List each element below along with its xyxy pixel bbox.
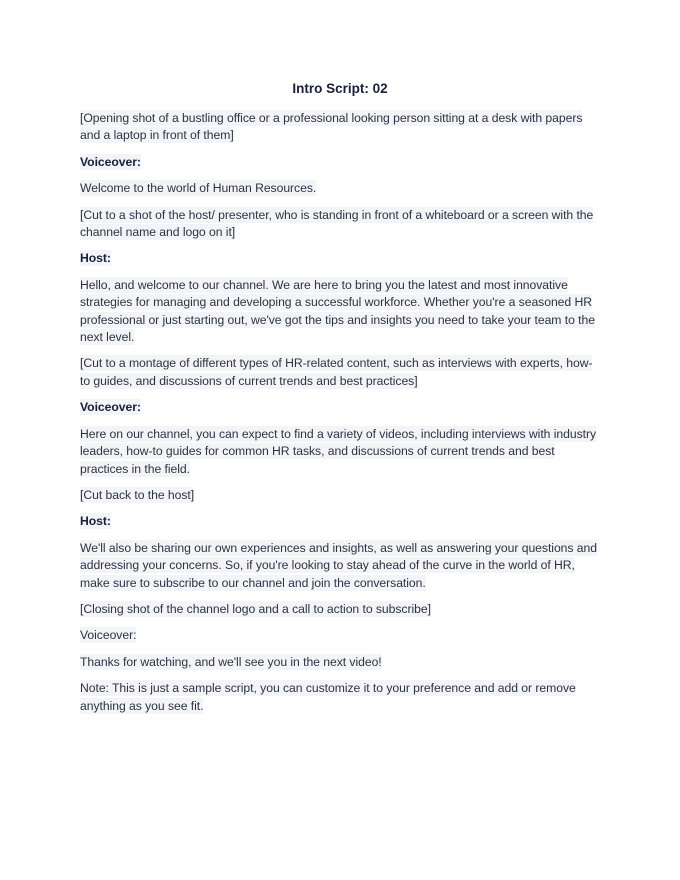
note: Note: This is just a sample script, you can customize it to your preference and add or remove anything as you see fit.	[80, 681, 576, 713]
speaker-label-host: Host:	[80, 514, 111, 529]
stage-direction-opening: [Opening shot of a bustling office or a professional looking person sitting at a desk with papers and a laptop in front of them]	[80, 111, 583, 143]
stage-direction-cut-back: [Cut back to the host]	[80, 487, 195, 502]
voiceover-line: Here on our channel, you can expect to find a variety of videos, including interviews with industry leaders, how-to guides for common HR tasks, and discussions of current trends and best practices in the field.	[80, 426, 597, 476]
host-line: We'll also be sharing our own experiences and insights, as well as answering your questions and addressing your concerns. So, if you're looking to stay ahead of the curve in the world of HR, make sure to subscribe to our channel and join the conversation.	[80, 540, 597, 590]
stage-direction-host-shot: [Cut to a shot of the host/ presenter, who is standing in front of a whiteboard or a screen with the channel name and logo on it]	[80, 207, 594, 240]
host-line: Hello, and welcome to our channel. We are here to bring you the latest and most innovative strategies for managing and developing a successful workforce. Whether you're a seasoned HR professional or just starting out, we've got the tips and insights you need to take your team to the next level.	[80, 277, 595, 345]
voiceover-line: Welcome to the world of Human Resources.	[80, 181, 317, 196]
speaker-label-voiceover: Voiceover:	[80, 400, 141, 415]
stage-direction-montage: [Cut to a montage of different types of HR-related content, such as interviews with experts, how-to guides, and discussions of current trends and best practices]	[80, 356, 593, 388]
stage-direction-closing: [Closing shot of the channel logo and a call to action to subscribe]	[80, 601, 431, 616]
speaker-label-voiceover-plain: Voiceover:	[80, 628, 137, 643]
speaker-label-host: Host:	[80, 251, 111, 266]
document-page	[80, 78, 600, 724]
document-title: Intro Script: 02	[292, 81, 388, 96]
speaker-label-voiceover: Voiceover:	[80, 154, 141, 169]
voiceover-line: Thanks for watching, and we'll see you in the next video!	[80, 654, 382, 669]
